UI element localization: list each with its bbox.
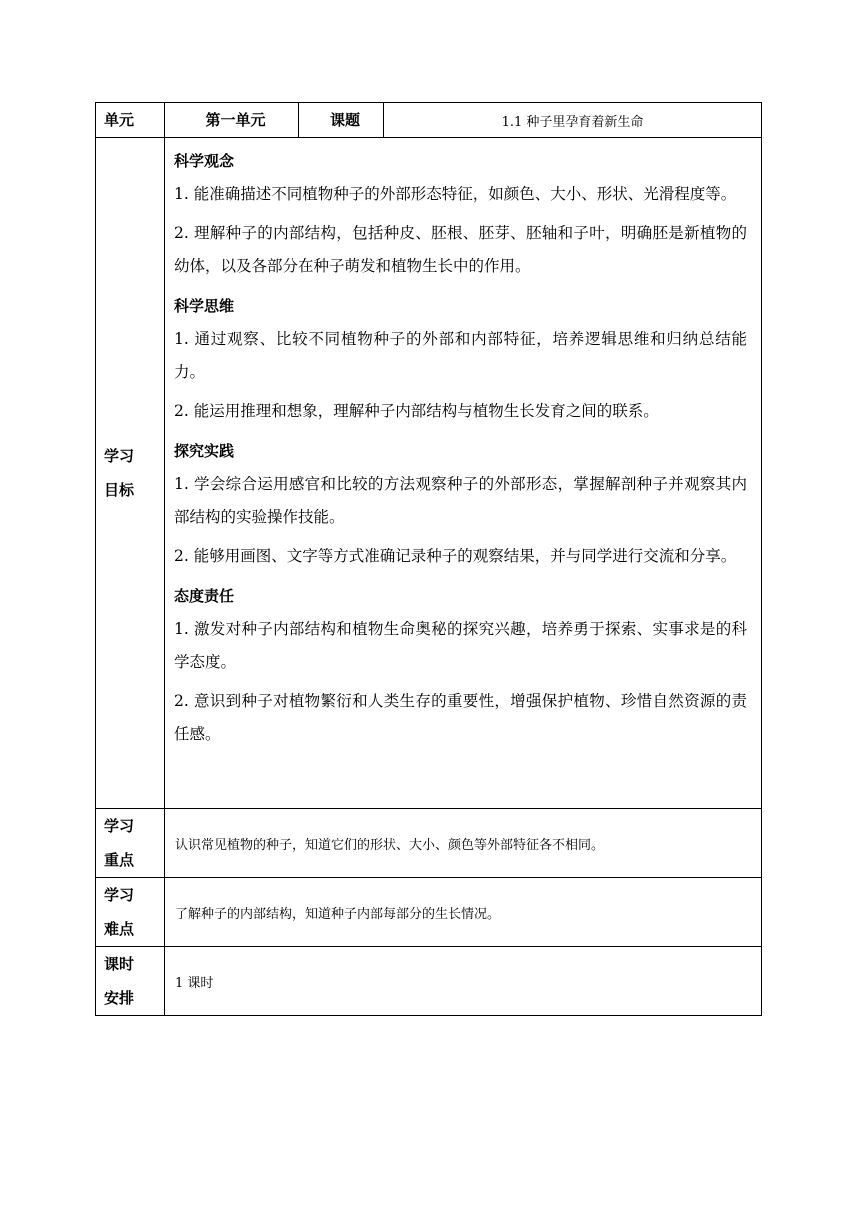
section-title-practice: 探究实践 bbox=[174, 442, 235, 460]
goal-item: 1. 通过观察、比较不同植物种子的外部和内部特征，培养逻辑思维和归纳总结能力。 bbox=[174, 330, 747, 381]
key-points-label-line1: 学习 bbox=[104, 817, 135, 835]
key-points-label bbox=[96, 809, 165, 878]
section-title-concept: 科学观念 bbox=[174, 152, 235, 170]
goals-section bbox=[174, 434, 747, 573]
key-points-row bbox=[96, 809, 762, 878]
schedule-row bbox=[96, 947, 762, 1016]
goals-label-line2: 目标 bbox=[104, 481, 135, 499]
goals-label bbox=[96, 138, 165, 809]
section-title-thinking: 科学思维 bbox=[174, 297, 235, 315]
goal-item: 2. 意识到种子对植物繁衍和人类生存的重要性，增强保护植物、珍惜自然资源的责任感。 bbox=[174, 692, 747, 743]
goal-item: 1. 学会综合运用感官和比较的方法观察种子的外部形态，掌握解剖种子并观察其内部结构的实验操作技能。 bbox=[174, 475, 747, 526]
goals-label-line1: 学习 bbox=[104, 447, 135, 465]
topic-value: 1.1 种子里孕育着新生命 bbox=[384, 103, 762, 138]
section-title-attitude: 态度责任 bbox=[174, 587, 235, 605]
goals-content bbox=[165, 138, 762, 809]
goal-item: 1. 能准确描述不同植物种子的外部形态特征，如颜色、大小、形状、光滑程度等。 bbox=[174, 185, 737, 203]
goal-item: 2. 能运用推理和想象，理解种子内部结构与植物生长发育之间的联系。 bbox=[174, 402, 659, 420]
goals-section bbox=[174, 579, 747, 751]
key-points-label-line2: 重点 bbox=[104, 851, 135, 869]
goal-item: 1. 激发对种子内部结构和植物生命奥秘的探究兴趣，培养勇于探索、实事求是的科学态度。 bbox=[174, 620, 747, 671]
header-row bbox=[96, 103, 762, 138]
difficulties-label bbox=[96, 878, 165, 947]
key-points-text: 认识常见植物的种子，知道它们的形状、大小、颜色等外部特征各不相同。 bbox=[165, 809, 762, 878]
difficulties-label-line2: 难点 bbox=[104, 920, 135, 938]
goals-section bbox=[174, 144, 747, 283]
difficulties-row bbox=[96, 878, 762, 947]
difficulties-text: 了解种子的内部结构，知道种子内部每部分的生长情况。 bbox=[165, 878, 762, 947]
schedule-label bbox=[96, 947, 165, 1016]
difficulties-label-line1: 学习 bbox=[104, 886, 135, 904]
goal-item: 2. 理解种子的内部结构，包括种皮、胚根、胚芽、胚轴和子叶，明确胚是新植物的幼体，以及各部分在种子萌发和植物生长中的作用。 bbox=[174, 224, 747, 275]
topic-label: 课题 bbox=[299, 103, 384, 138]
unit-label: 单元 bbox=[96, 103, 165, 138]
goal-item: 2. 能够用画图、文字等方式准确记录种子的观察结果，并与同学进行交流和分享。 bbox=[174, 547, 737, 565]
goals-section bbox=[174, 289, 747, 428]
goals-row bbox=[96, 138, 762, 809]
schedule-label-line2: 安排 bbox=[104, 989, 135, 1007]
lesson-plan-table bbox=[95, 102, 762, 1016]
schedule-text: 1 课时 bbox=[165, 947, 762, 1016]
unit-value: 第一单元 bbox=[165, 103, 299, 138]
schedule-label-line1: 课时 bbox=[104, 955, 135, 973]
